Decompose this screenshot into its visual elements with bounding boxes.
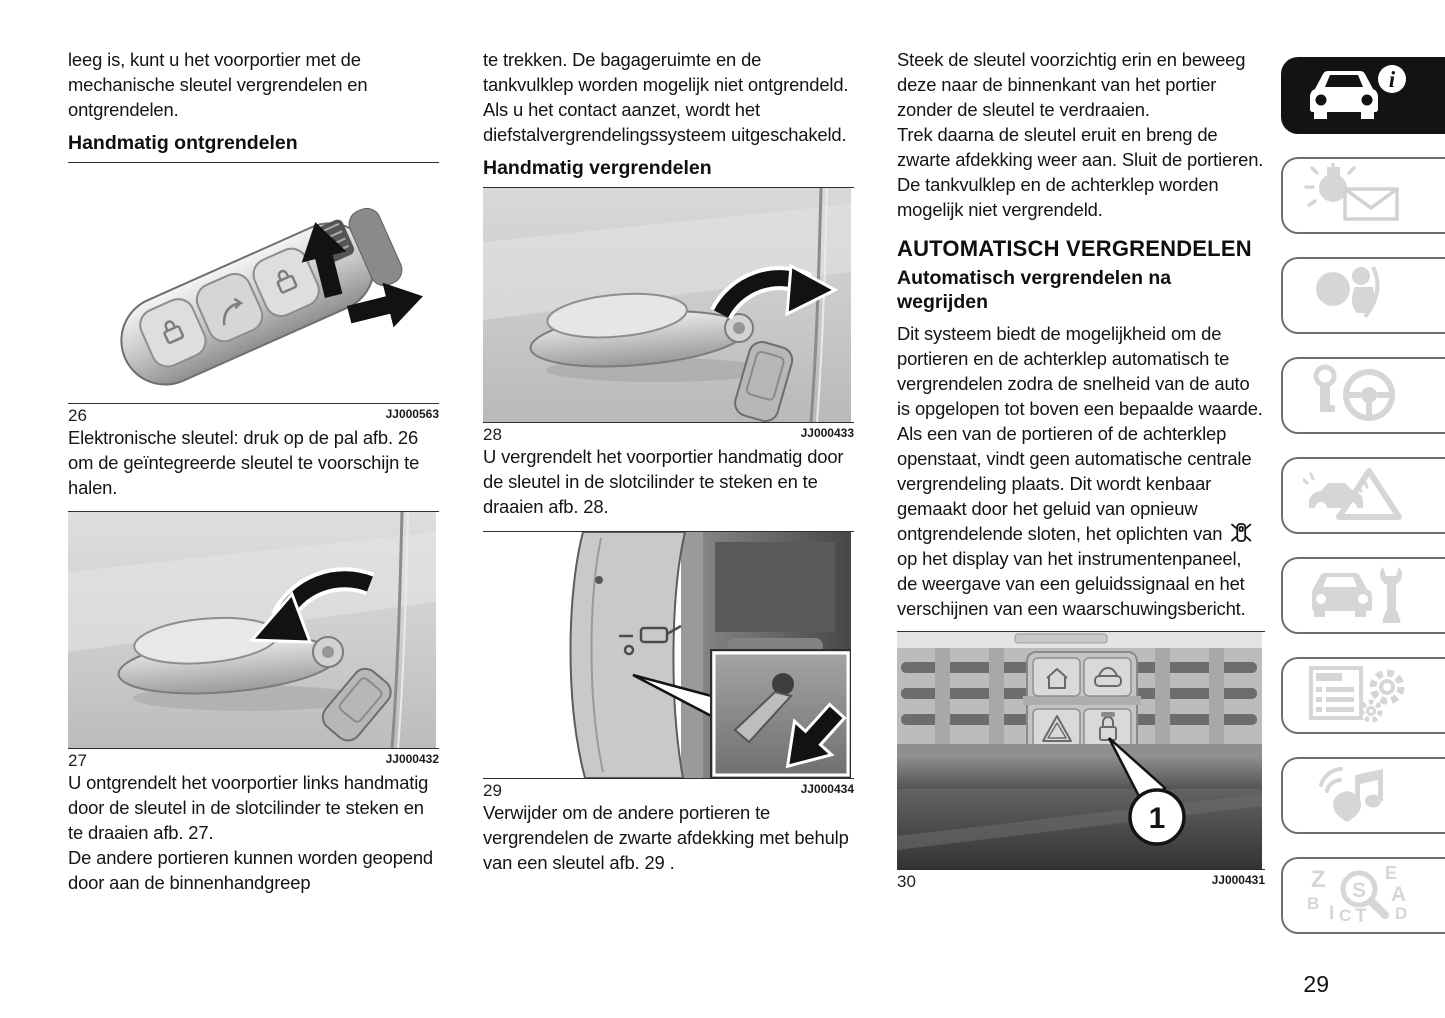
svg-text:A: A bbox=[1391, 883, 1407, 906]
paragraph: Dit systeem biedt de mogelijkheid om de portieren en de achterklep automatisch te vergrendelen zodra de snelheid van de auto is opgelopen tot boven een bepaalde waarde. bbox=[897, 323, 1263, 419]
column-right bbox=[897, 47, 1265, 891]
svg-text:D: D bbox=[1395, 904, 1408, 923]
heading-handmatig-ontgrendelen: Handmatig ontgrendelen bbox=[68, 132, 298, 154]
figure-26-key-fob bbox=[68, 162, 439, 404]
subheading-na-wegrijden: Automatisch vergrendelen na wegrijden bbox=[897, 267, 1172, 313]
svg-text:B: B bbox=[1307, 894, 1320, 913]
warning-light-message-icon bbox=[1303, 163, 1415, 228]
figure-code: JJ000431 bbox=[1211, 873, 1265, 887]
paragraph: De andere portieren kunnen worden geopend door aan de binnenhandgreep bbox=[68, 847, 434, 893]
figure-number: 28 bbox=[483, 425, 502, 444]
paragraph: Trek daarna de sleutel eruit en breng de zwarte afdekking weer aan. Sluit de portieren. bbox=[897, 124, 1264, 170]
alphabetical-index-icon bbox=[1303, 863, 1415, 928]
heading-automatisch-vergrendelen: AUTOMATISCH VERGRENDELEN bbox=[897, 236, 1252, 261]
column-middle bbox=[483, 47, 854, 875]
sidebar-tab-service-maintenance[interactable] bbox=[1281, 557, 1445, 634]
paragraph: Steek de sleutel voorzichtig erin en beweeg deze naar de binnenkant van het portier zonder de sleutel te verdraaien. bbox=[897, 49, 1246, 120]
specifications-gears-icon bbox=[1303, 663, 1415, 728]
dashboard-lock-button-illustration bbox=[897, 632, 1262, 869]
paragraph: leeg is, kunt u het voorportier met de mechanische sleutel vergrendelen en ontgrendelen. bbox=[68, 49, 368, 120]
svg-text:T: T bbox=[1355, 906, 1367, 923]
paragraph: Als u het contact aanzet, wordt het diefstalvergrendelingssysteem uitgeschakeld. bbox=[483, 99, 847, 145]
sidebar-tab-emergency[interactable] bbox=[1281, 457, 1445, 534]
door-handle-unlock-illustration bbox=[68, 512, 436, 748]
figure-code: JJ000432 bbox=[385, 752, 439, 766]
svg-text:C: C bbox=[1339, 906, 1352, 923]
paragraph: Elektronische sleutel: druk op de pal afb. 26 om de geïntegreerde sleutel te voorschijn te halen. bbox=[68, 427, 420, 498]
key-fob-illustration bbox=[68, 163, 436, 403]
figure-code: JJ000434 bbox=[800, 782, 854, 796]
sidebar-tab-vehicle-info[interactable] bbox=[1281, 57, 1445, 134]
figure-caption bbox=[483, 425, 854, 444]
section-tab-sidebar bbox=[1281, 57, 1445, 957]
svg-text:I: I bbox=[1329, 903, 1335, 923]
emergency-triangle-icon bbox=[1303, 463, 1415, 528]
paragraph: U vergrendelt het voorportier handmatig door de sleutel in de slotcilinder te steken en te draaien afb. 28. bbox=[483, 446, 844, 517]
page-number: 29 bbox=[1303, 971, 1329, 997]
svg-text:i: i bbox=[1388, 67, 1396, 92]
paragraph-with-icon bbox=[897, 421, 1265, 621]
paragraph: De tankvulklep en de achterklep worden mogelijk niet vergrendeld. bbox=[897, 174, 1219, 220]
figure-30-dashboard-buttons bbox=[897, 631, 1265, 870]
figure-code: JJ000433 bbox=[800, 426, 854, 440]
car-service-wrench-icon bbox=[1303, 563, 1415, 628]
svg-text:S: S bbox=[1351, 879, 1367, 902]
figure-caption bbox=[68, 406, 439, 425]
paragraph: te trekken. De bagageruimte en de tankvulklep worden mogelijk niet ontgrendeld. bbox=[483, 49, 849, 95]
key-steering-wheel-icon bbox=[1303, 363, 1415, 428]
sidebar-tab-index[interactable] bbox=[1281, 857, 1445, 934]
figure-number: 27 bbox=[68, 751, 87, 770]
sidebar-tab-technical-data[interactable] bbox=[1281, 657, 1445, 734]
figure-caption bbox=[897, 872, 1265, 891]
figure-29-door-edge bbox=[483, 531, 854, 779]
paragraph: U ontgrendelt het voorportier links handmatig door de sleutel in de slotcilinder te steken en te draaien afb. 27. bbox=[68, 772, 429, 843]
figure-caption bbox=[483, 781, 854, 800]
heading-handmatig-vergrendelen: Handmatig vergrendelen bbox=[483, 157, 712, 179]
figure-28-door-handle-lock bbox=[483, 187, 854, 423]
svg-text:E: E bbox=[1385, 863, 1398, 883]
figure-caption bbox=[68, 751, 439, 770]
paragraph: Verwijder om de andere portieren te vergrendelen de zwarte afdekking met behulp van een sleutel afb. 29 . bbox=[483, 802, 849, 873]
airbag-safety-icon bbox=[1303, 263, 1415, 328]
figure-number: 30 bbox=[897, 872, 916, 891]
sidebar-tab-starting-driving[interactable] bbox=[1281, 357, 1445, 434]
paragraph-text: Als een van de portieren of de achterklep openstaat, vindt geen automatische centrale vergrendeling plaats. Dit wordt kenbaar gemaakt door het geluid van opnieuw ontgrendelende sloten, het oplichten van bbox=[897, 423, 1252, 544]
sidebar-tab-warning-lights-messages[interactable] bbox=[1281, 157, 1445, 234]
car-info-icon bbox=[1303, 63, 1415, 128]
figure-number: 26 bbox=[68, 406, 87, 425]
door-handle-lock-illustration bbox=[483, 188, 851, 422]
sidebar-tab-multimedia[interactable] bbox=[1281, 757, 1445, 834]
callout-1-label: 1 bbox=[1148, 802, 1166, 835]
figure-number: 29 bbox=[483, 781, 502, 800]
sidebar-tab-safety-airbag[interactable] bbox=[1281, 257, 1445, 334]
multimedia-nav-music-icon bbox=[1303, 763, 1415, 828]
svg-text:Z: Z bbox=[1311, 866, 1326, 893]
car-doors-open-icon bbox=[1227, 523, 1255, 544]
paragraph-text: op het display van het instrumentenpaneel, de weergave van een geluidssignaal en het verschijnen van een waarschuwingsbericht. bbox=[897, 548, 1246, 619]
door-edge-cover-illustration bbox=[483, 532, 851, 778]
column-left bbox=[68, 47, 439, 895]
figure-code: JJ000563 bbox=[385, 407, 439, 421]
figure-27-door-handle-unlock bbox=[68, 511, 439, 749]
